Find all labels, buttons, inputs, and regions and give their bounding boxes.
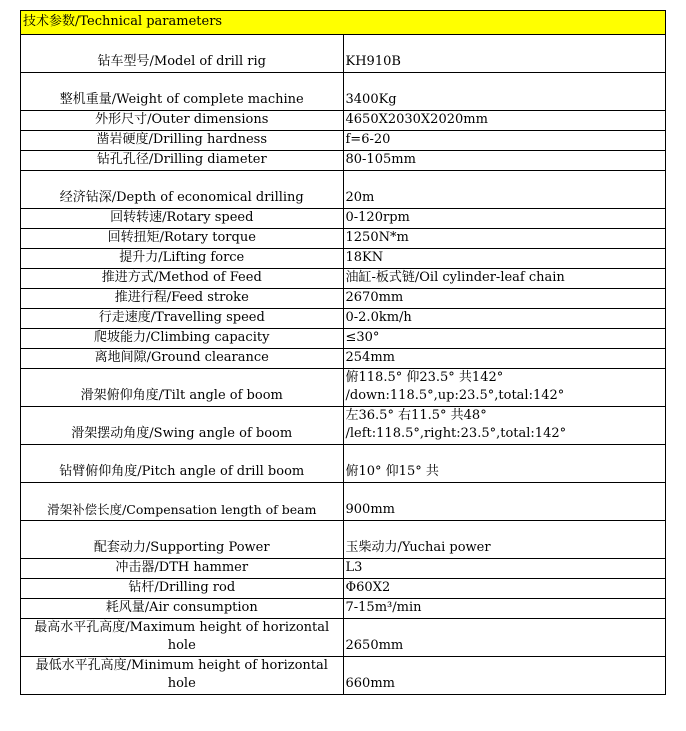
param-value: 2650mm: [343, 619, 666, 657]
param-value: 254mm: [343, 349, 666, 369]
param-value: 660mm: [343, 657, 666, 695]
param-value: 俯118.5° 仰23.5° 共142° /down:118.5°,up:23.5°,total:142°: [343, 369, 666, 407]
param-value: ≤30°: [343, 329, 666, 349]
table-row: [21, 229, 666, 249]
param-value: KH910B: [343, 35, 666, 73]
table-row: [21, 657, 666, 695]
param-label: 钻臂俯仰角度/Pitch angle of drill boom: [21, 445, 344, 483]
table-row: [21, 269, 666, 289]
param-label: 滑架俯仰角度/Tilt angle of boom: [21, 369, 344, 407]
param-label: 外形尺寸/Outer dimensions: [21, 111, 344, 131]
param-value: 1250N*m: [343, 229, 666, 249]
table-row: [21, 171, 666, 209]
table-row: [21, 289, 666, 309]
table-row: [21, 579, 666, 599]
param-value: Φ60X2: [343, 579, 666, 599]
param-label: 冲击器/DTH hammer: [21, 559, 344, 579]
param-value: 900mm: [343, 483, 666, 521]
param-label: 钻杆/Drilling rod: [21, 579, 344, 599]
param-value: 18KN: [343, 249, 666, 269]
table-row: [21, 349, 666, 369]
table-row: [21, 329, 666, 349]
table-row: [21, 151, 666, 171]
param-value: 2670mm: [343, 289, 666, 309]
param-label: 离地间隙/Ground clearance: [21, 349, 344, 369]
param-label: 推进方式/Method of Feed: [21, 269, 344, 289]
param-value: 80-105mm: [343, 151, 666, 171]
param-label: 最低水平孔高度/Minimum height of horizontal hole: [21, 657, 344, 695]
param-label: 最高水平孔高度/Maximum height of horizontal hole: [21, 619, 344, 657]
param-value: 7-15m³/min: [343, 599, 666, 619]
technical-parameters-table: [20, 10, 666, 695]
param-label: 配套动力/Supporting Power: [21, 521, 344, 559]
param-value: f=6-20: [343, 131, 666, 151]
param-label: 爬坡能力/Climbing capacity: [21, 329, 344, 349]
param-value: 左36.5° 右11.5° 共48° /left:118.5°,right:23.5°,total:142°: [343, 407, 666, 445]
param-value: 俯10° 仰15° 共: [343, 445, 666, 483]
param-value: 4650X2030X2020mm: [343, 111, 666, 131]
param-value: 油缸-板式链/Oil cylinder-leaf chain: [343, 269, 666, 289]
table-row: [21, 111, 666, 131]
param-value: 玉柴动力/Yuchai power: [343, 521, 666, 559]
param-label: 整机重量/Weight of complete machine: [21, 73, 344, 111]
param-label: 行走速度/Travelling speed: [21, 309, 344, 329]
param-value: L3: [343, 559, 666, 579]
param-label: 提升力/Lifting force: [21, 249, 344, 269]
table-header-row: [21, 11, 666, 35]
param-value: 0-2.0km/h: [343, 309, 666, 329]
table-row: [21, 369, 666, 407]
table-row: [21, 619, 666, 657]
param-label: 凿岩硬度/Drilling hardness: [21, 131, 344, 151]
param-label: 推进行程/Feed stroke: [21, 289, 344, 309]
param-label: 滑架摆动角度/Swing angle of boom: [21, 407, 344, 445]
table-header: 技术参数/Technical parameters: [21, 11, 666, 35]
param-label: 回转扭矩/Rotary torque: [21, 229, 344, 249]
param-value: 0-120rpm: [343, 209, 666, 229]
table-row: [21, 407, 666, 445]
table-row: [21, 559, 666, 579]
param-label: 经济钻深/Depth of economical drilling: [21, 171, 344, 209]
param-label: 耗风量/Air consumption: [21, 599, 344, 619]
param-value: 20m: [343, 171, 666, 209]
table-row: [21, 483, 666, 521]
param-label: 回转转速/Rotary speed: [21, 209, 344, 229]
table-row: [21, 35, 666, 73]
table-row: [21, 131, 666, 151]
table-row: [21, 73, 666, 111]
table-row: [21, 445, 666, 483]
table-row: [21, 249, 666, 269]
table-row: [21, 599, 666, 619]
param-label: 钻孔孔径/Drilling diameter: [21, 151, 344, 171]
table-row: [21, 309, 666, 329]
param-value: 3400Kg: [343, 73, 666, 111]
param-label: 钻车型号/Model of drill rig: [21, 35, 344, 73]
table-row: [21, 209, 666, 229]
param-label: 滑架补偿长度/Compensation length of beam: [21, 483, 344, 521]
table-row: [21, 521, 666, 559]
